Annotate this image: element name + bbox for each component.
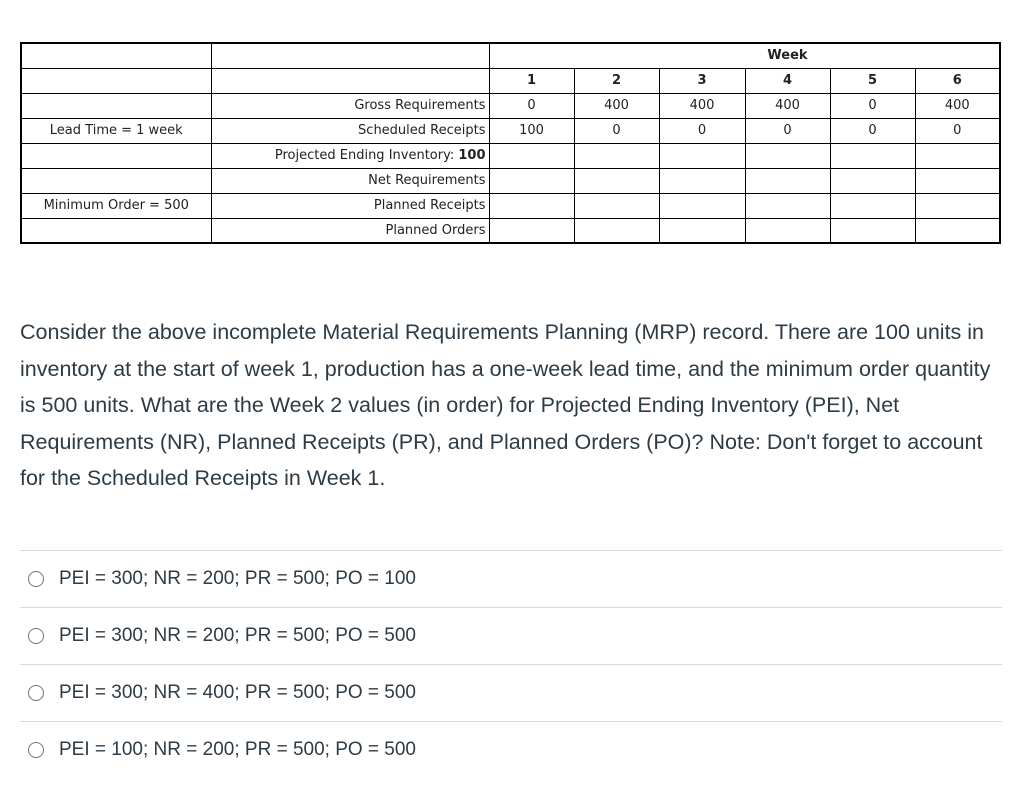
answer-label[interactable]: PEI = 300; NR = 200; PR = 500; PO = 100 [59,568,417,589]
table-cell: 100 [489,118,574,143]
planned-receipts-row [21,193,1000,218]
row-label: Scheduled Receipts [211,118,489,143]
table-cell [915,193,1000,218]
week-number: 3 [659,68,745,93]
table-cell: 0 [830,118,915,143]
week-number: 2 [574,68,659,93]
table-cell [915,218,1000,243]
table-cell [830,143,915,168]
projected-ending-inventory-row [21,143,1000,168]
table-cell [830,168,915,193]
table-cell [489,143,574,168]
table-cell: 400 [659,93,745,118]
week-number: 4 [745,68,830,93]
table-cell: 400 [745,93,830,118]
table-cell: 400 [915,93,1000,118]
answer-label[interactable]: PEI = 300; NR = 400; PR = 500; PO = 500 [59,682,417,703]
table-cell: 0 [830,93,915,118]
mrp-record-table [20,42,1001,244]
row-label-text: Projected Ending Inventory: [274,148,459,163]
radio-button[interactable] [28,742,44,758]
table-cell: 0 [659,118,745,143]
table-cell [489,168,574,193]
table-cell [915,168,1000,193]
table-cell [745,218,830,243]
week-number: 5 [830,68,915,93]
table-cell [659,218,745,243]
table-cell [574,193,659,218]
table-cell: 0 [489,93,574,118]
table-cell: 0 [574,118,659,143]
table-cell [574,143,659,168]
table-cell [489,193,574,218]
table-cell: 0 [745,118,830,143]
week-header-row [21,43,1000,68]
table-cell [830,218,915,243]
minimum-order-note: Minimum Order = 500 [21,193,211,218]
net-requirements-row [21,168,1000,193]
gross-requirements-row [21,93,1000,118]
radio-button[interactable] [28,628,44,644]
table-cell [745,168,830,193]
lead-time-note: Lead Time = 1 week [21,118,211,143]
table-cell [659,193,745,218]
table-cell [489,218,574,243]
row-label: Gross Requirements [211,93,489,118]
table-cell [745,143,830,168]
week-header: Week [745,43,830,68]
answer-option[interactable] [20,664,1002,721]
table-cell [574,218,659,243]
starting-inventory-value: 100 [458,148,486,163]
week-number: 6 [915,68,1000,93]
answer-label[interactable]: PEI = 100; NR = 200; PR = 500; PO = 500 [59,739,417,760]
radio-button[interactable] [28,685,44,701]
table-cell [830,193,915,218]
row-label: Planned Receipts [211,193,489,218]
table-cell [745,193,830,218]
scheduled-receipts-row [21,118,1000,143]
week-numbers-row [21,68,1000,93]
answer-options [20,550,1002,778]
week-number: 1 [489,68,574,93]
radio-button[interactable] [28,571,44,587]
answer-option[interactable] [20,721,1002,778]
row-label [211,143,489,168]
table-cell [574,168,659,193]
table-cell [659,168,745,193]
table-cell: 400 [574,93,659,118]
table-cell [915,143,1000,168]
table-cell: 0 [915,118,1000,143]
row-label: Net Requirements [211,168,489,193]
answer-label[interactable]: PEI = 300; NR = 200; PR = 500; PO = 500 [59,625,417,646]
answer-option[interactable] [20,550,1002,607]
answer-option[interactable] [20,607,1002,664]
row-label: Planned Orders [211,218,489,243]
question-text: Consider the above incomplete Material Requirements Planning (MRP) record. There are 100 units in inventory at the start of week 1, production has a one-week lead time, and the minimum order quantity is 500 units. What are the Week 2 values (in order) for Projected Ending Inventory (PEI), Net Requirements (NR), Planned Receipts (PR), and Planned Orders (PO)? Note: Don't forget to account for the Scheduled Receipts in Week 1. [20,320,991,491]
planned-orders-row [21,218,1000,243]
table-cell [659,143,745,168]
